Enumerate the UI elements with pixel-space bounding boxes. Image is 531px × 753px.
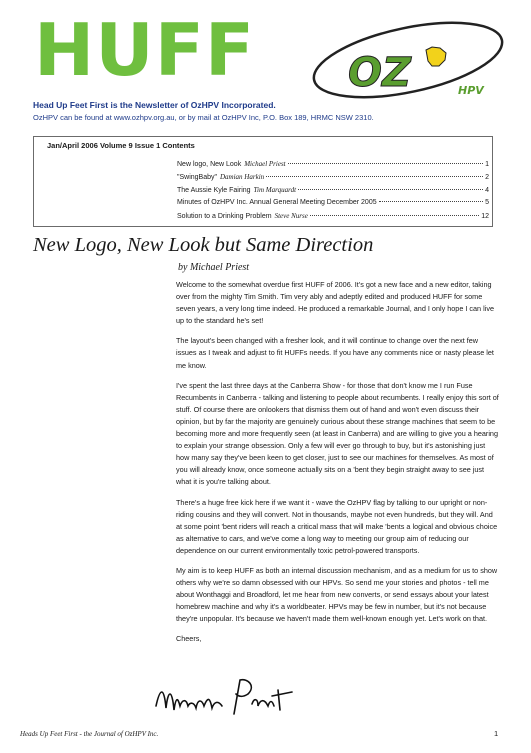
article-paragraph: There's a huge free kick here if we want it - wave the OzHPV flag by talking to our upright or non-riding cousins and they will convert. Not in thousands, maybe not even hundreds, but they will. And at some point 'bent riders will reach a critical mass that will make 'bents a logical and obvious choice as alternative to cars, and we've come a long way to meeting our group aim of reducing our dependence on our current environmentally toxic petrol-powered transports. xyxy=(176,497,498,555)
toc-entry xyxy=(177,186,489,199)
article-paragraph: My aim is to keep HUFF as both an internal discussion mechanism, and as a medium for us to show others why we're so damn obsessed with our HPVs. So send me your stories and photos - tell me about Wonthaggi and Broadford, let me hear from new converts, or send essays about your latest homebrew machine and why it's a worldbeater. HPVs may be few in number, but it's not because they're unpopular. It's because we haven't made them well-known enough yet. Let's work on that. xyxy=(176,565,498,624)
toc-entry-author: Tim Marquardt xyxy=(253,186,297,194)
toc-entry-title: New logo, New Look xyxy=(177,161,242,168)
toc-heading: Jan/April 2006 Volume 9 Issue 1 Contents xyxy=(47,141,195,150)
toc-entry-page: 2 xyxy=(485,174,489,181)
toc-entry-page: 5 xyxy=(485,199,489,206)
toc-entry-page: 12 xyxy=(481,213,489,220)
toc-dot-leader xyxy=(266,176,483,177)
svg-text:HPV: HPV xyxy=(458,84,484,97)
toc-entry-title: Solution to a Drinking Problem xyxy=(177,213,272,220)
toc-entry xyxy=(177,173,489,186)
toc-entry-title: The Aussie Kyle Fairing xyxy=(177,187,251,194)
article-paragraph: I've spent the last three days at the Canberra Show - for those that don't know me I run Fuse Recumbents in Canberra - talking and listening to people about recumbents. I really enjoy this sort of stuff. Of course there are onlookers that dismiss them out of hand and won't even discuss their opinion, but by far the majority are genuinely curious about these strange machines that seem to be becoming more and more frequently seen (at least in Canberra) and are willing to give you a hearing to explain your strange obsession. Only a few will ever go through to buy, but it's astonishing just how many say they've been keen to get closer, just to see our machines for themselves. As most of you will already know, once someone actually sits on a 'bent they begin straight away to see just what it is you're talking about. xyxy=(176,380,499,487)
article-paragraph: Welcome to the somewhat overdue first HUFF of 2006. It's got a new face and a new editor, taking over from the mighty Tim Smith. Tim very ably and adeptly edited and produced HUFF for some seven years, a very long time indeed. He produced a remarkable Journal, and I only hope I can live up to the standard he's set! xyxy=(176,280,494,326)
article-title: New Logo, New Look but Same Direction xyxy=(33,234,374,256)
svg-text:OZ: OZ xyxy=(348,50,412,96)
toc-entry-title: "SwingBaby" xyxy=(177,174,217,181)
toc-entry-page: 1 xyxy=(485,161,489,168)
article-paragraph: Cheers, xyxy=(176,634,202,644)
toc-entry xyxy=(177,199,489,212)
toc-entry-author: Michael Priest xyxy=(244,160,286,168)
toc-list xyxy=(177,160,489,225)
toc-entry xyxy=(177,160,489,173)
table-of-contents xyxy=(33,136,493,227)
toc-dot-leader xyxy=(310,215,479,216)
toc-dot-leader xyxy=(298,189,483,190)
article-paragraph: The layout's been changed with a fresher look, and it will continue to change over the next few issues as I tweak and adjust to fit HUFFs needs. If you have any comments nice or nasty please let me know. xyxy=(176,336,494,370)
handwritten-signature xyxy=(152,676,310,720)
footer-page-number: 1 xyxy=(494,729,499,738)
article-byline: by Michael Priest xyxy=(178,262,250,273)
toc-entry-author: Steve Nurse xyxy=(274,212,308,220)
toc-entry-page: 4 xyxy=(485,187,489,194)
toc-dot-leader xyxy=(379,201,483,202)
toc-entry xyxy=(177,212,489,225)
toc-dot-leader xyxy=(288,163,483,164)
toc-entry-title: Minutes of OzHPV Inc. Annual General Meeting December 2005 xyxy=(177,199,377,206)
newsletter-tagline: Head Up Feet First is the Newsletter of OzHPV Incorporated. xyxy=(33,100,276,110)
ozhpv-logo xyxy=(308,20,508,104)
toc-entry-author: Damian Harkin xyxy=(220,173,265,181)
newsletter-title: HUFF xyxy=(34,8,256,92)
footer-journal-name: Heads Up Feet First - the Journal of OzHPV Inc. xyxy=(20,730,159,738)
article-body xyxy=(176,279,499,654)
contact-info: OzHPV can be found at www.ozhpv.org.au, or by mail at OzHPV Inc, P.O. Box 189, HRMC NSW 2310. xyxy=(33,113,374,122)
